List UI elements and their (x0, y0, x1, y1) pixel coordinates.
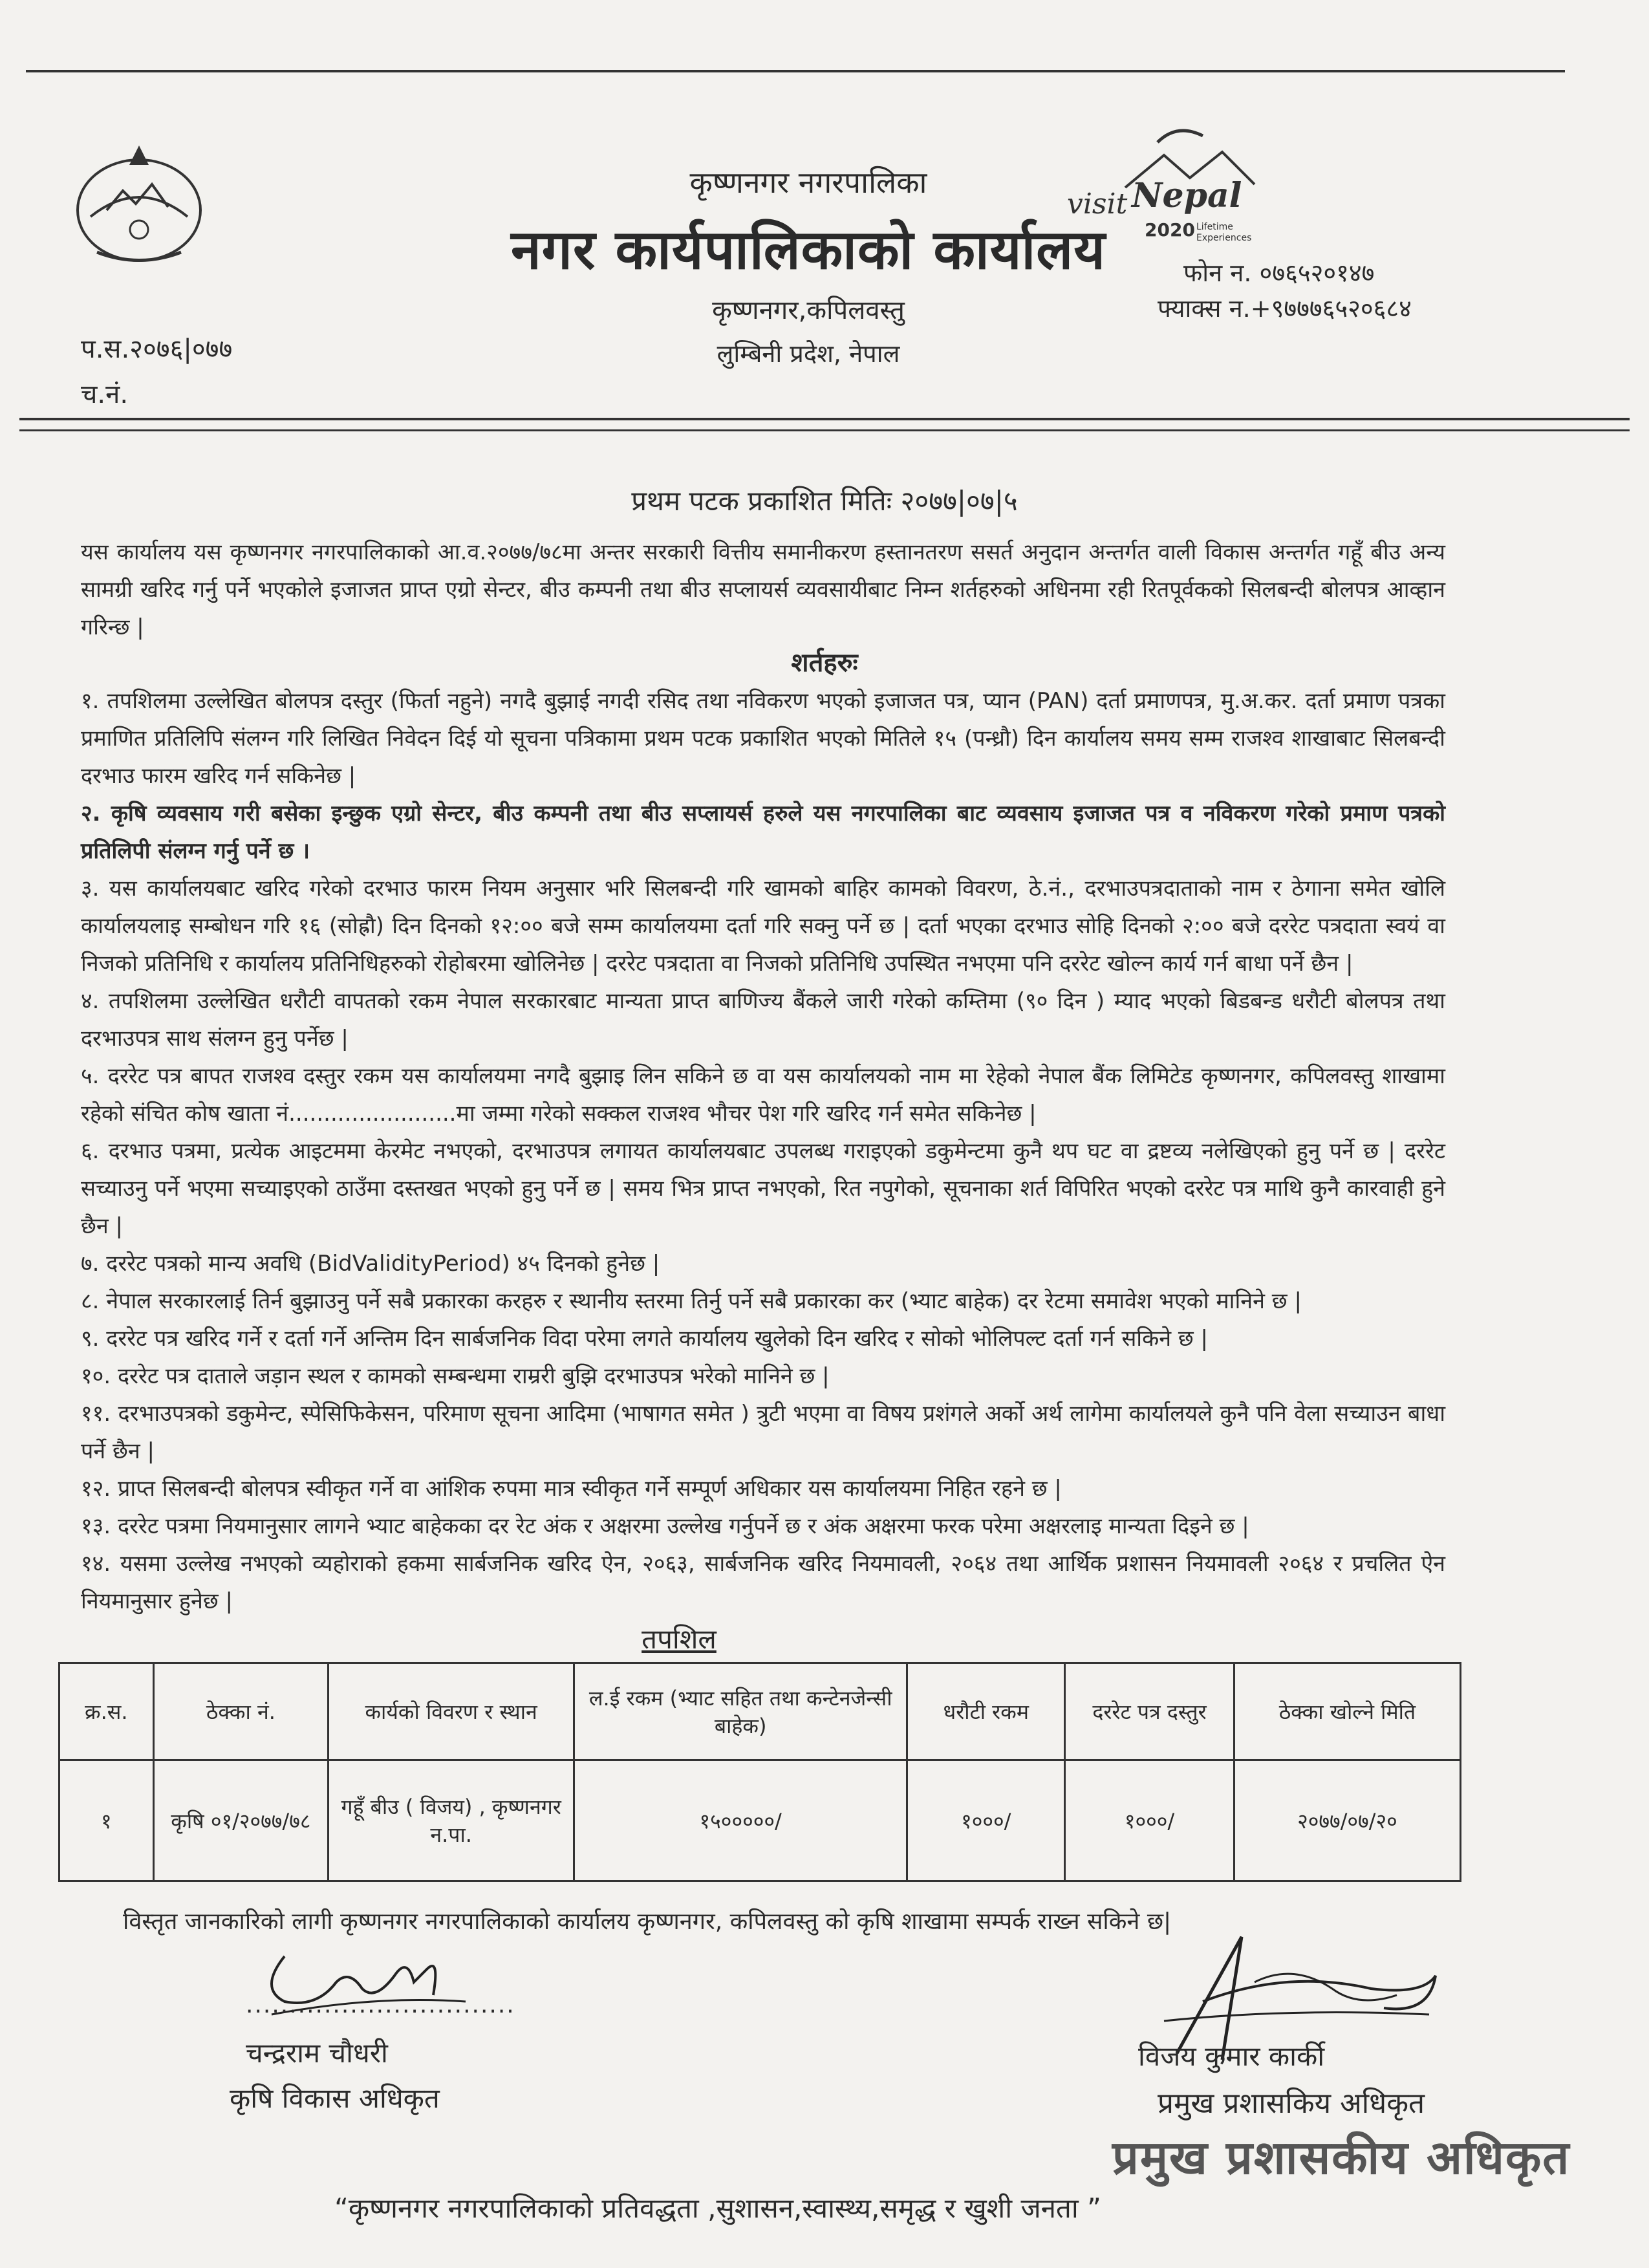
svg-text:Lifetime: Lifetime (1196, 222, 1233, 232)
conditions-list (81, 682, 1445, 1620)
condition-item: ५. दररेट पत्र बापत राजश्व दस्तुर रकम यस कार्यालयमा नगदै बुझाइ लिन सकिने छ वा यस कार्यालयको नाम मा रेहेको नेपाल बैंक लिमिटेड कृष्णनगर, कपिलवस्तु शाखामा रहेको संचित कोष खाता नं........................मा जम्मा गरेको सक्कल राजश्व भौचर पेश गरि खरिद गर्न समेत सकिनेछ | (81, 1063, 1445, 1127)
condition-item: ७. दररेट पत्रको मान्य अवधि (BidValidityPeriod) ४५ दिनको हुनेछ | (81, 1251, 660, 1277)
footer-slogan: “कृष्णनगर नगरपालिकाको प्रतिवद्धता ,सुशासन,स्वास्थ्य,समृद्ध र खुशी जनता ” (334, 2192, 1101, 2224)
table-cell: कृषि ०१/२०७७/७८ (153, 1760, 329, 1881)
col-header: कार्यको विवरण र स्थान (329, 1663, 574, 1760)
signatory-right-title: प्रमुख प्रशासकिय अधिकृत (1158, 2087, 1425, 2120)
col-header: ठेक्का नं. (153, 1663, 329, 1760)
condition-item: १३. दररेट पत्रमा नियमानुसार लागने भ्याट बाहेकका दर रेट अंक र अक्षरमा उल्लेख गर्नुपर्ने छ र अंक अक्षरमा फरक परेमा अक्षरलाइ मान्यता दिइने छ | (81, 1513, 1249, 1539)
condition-item: ८. नेपाल सरकारलाई तिर्न बुझाउनु पर्ने सबै प्रकारका करहरु र स्थानीय स्तरमा तिर्नु पर्ने सबै प्रकारका कर (भ्याट बाहेक) दर रेटमा समावेश भएको मानिने छ | (81, 1288, 1302, 1314)
table-cell: १०००/ (1065, 1760, 1234, 1881)
condition-item: १४. यसमा उल्लेख नभएको व्यहोराको हकमा सार्बजनिक खरिद ऐन, २०६३, सार्बजनिक खरिद नियमावली, २०६४ तथा आर्थिक प्रशासन नियमावली २०६४ र प्रचलित ऐन नियमानुसार हुनेछ | (81, 1551, 1445, 1614)
province-line: लुम्बिनी प्रदेश, नेपाल (717, 340, 900, 368)
table-cell: १ (59, 1760, 154, 1881)
condition-item: ३. यस कार्यालयबाट खरिद गरेको दरभाउ फारम नियम अनुसार भरि सिलबन्दी गरि खामको बाहिर कामको विवरण, ठे.नं., दरभाउपत्रदाताको नाम र ठेगाना समेत खोलि कार्यालयलाइ सम्बोधन गरि १६ (सोह्रौ) दिन दिनको १२:०० बजे सम्म कार्यालयमा दर्ता गरि सक्नु पर्ने छ | दर्ता भएका दरभाउ सोहि दिनको २:०० बजे दररेट पत्रदाता स्वयं वा निजको प्रतिनिधि र कार्यालय प्रतिनिधिहरुको रोहोबरमा खोलिनेछ | दररेट पत्रदाता वा निजको प्रतिनिधि उपस्थित नभएमा पनि दररेट खोल्न कार्य गर्न बाधा पर्ने छैन | (81, 876, 1445, 977)
top-rule (26, 70, 1565, 72)
svg-text:visit: visit (1067, 188, 1128, 221)
contact-note: विस्तृत जानकारिको लागी कृष्णनगर नगरपालिकाको कार्यालय कृष्णनगर, कपिलवस्तु को कृषि शाखामा सम्पर्क राख्न सकिने छ| (123, 1908, 1172, 1935)
table-cell: २०७७/०७/२० (1234, 1760, 1460, 1881)
header-rule (19, 418, 1630, 420)
condition-item: ६. दरभाउ पत्रमा, प्रत्येक आइटममा केरमेट नभएको, दरभाउपत्र लगायत कार्यालयबाट उपलब्ध गराइएको डकुमेन्टमा कुनै थप घट वा द्रष्टव्य नलेखिएको हुनु पर्ने छ | दररेट सच्याउनु पर्ने भएमा सच्याइएको ठाउँमा दस्तखत भएको हुनु पर्ने छ | समय भित्र प्राप्त नभएको, रित नपुगेको, सूचनाका शर्त विपिरित भएको दररेट पत्र माथि कुनै कारवाही हुने छैन | (81, 1138, 1445, 1239)
svg-text:Experiences: Experiences (1196, 233, 1252, 243)
col-header: ल.ई रकम (भ्याट सहित तथा कन्टेनजेन्सी बाहेक) (574, 1663, 907, 1760)
signature-line: ............................... (246, 1992, 515, 2018)
tender-table (58, 1662, 1461, 1882)
municipality-name: कृष्णनगर नगरपालिका (689, 165, 927, 200)
phone-number: फोन न. ०७६५२०१४७ (1183, 259, 1375, 287)
dispatch-number: च.नं. (81, 380, 129, 409)
conditions-title: शर्तहरुः (791, 648, 858, 678)
svg-text:Nepal: Nepal (1132, 176, 1242, 215)
signatory-left-title: कृषि विकास अधिकृत (230, 2082, 440, 2114)
table-cell: १०००/ (907, 1760, 1065, 1881)
col-header: ठेक्का खोल्ने मिति (1234, 1663, 1460, 1760)
condition-item: ९. दररेट पत्र खरिद गर्ने र दर्ता गर्ने अन्तिम दिन सार्बजनिक विदा परेमा लगते कार्यालय खुलेको दिन खरिद र सोको भोलिपल्ट दर्ता गर्न सकिने छ | (81, 1326, 1208, 1352)
svg-text:2020: 2020 (1145, 219, 1195, 241)
nepal-emblem-icon (71, 139, 207, 268)
col-header: क्र.स. (59, 1663, 154, 1760)
header-rule-double (19, 429, 1630, 431)
condition-item: २. कृषि व्यवसाय गरी बसेका इन्छुक एग्रो सेन्टर, बीउ कम्पनी तथा बीउ सप्लायर्स हरुले यस नगरपालिका बाट व्यवसाय इजाजत पत्र व नविकरण गरेको प्रमाण पत्रको प्रतिलिपी संलग्न गर्नु पर्ने छ । (81, 801, 1445, 864)
table-row (59, 1760, 1461, 1881)
notice-intro: यस कार्यालय यस कृष्णनगर नगरपालिकाको आ.व.२०७७/७८मा अन्तर सरकारी वित्तीय समानीकरण हस्तानतरण ससर्त अनुदान अन्तर्गत वाली विकास अन्तर्गत गहूँ बीउ अन्य सामग्री खरिद गर्नु पर्ने भएकोले इजाजत प्राप्त एग्रो सेन्टर, बीउ कम्पनी तथा बीउ सप्लायर्स व्यवसायीबाट निम्न शर्तहरुको अधिनमा रही रितपूर्वकको सिलबन्दी बोलपत्र आव्हान गरिन्छ | (81, 539, 1445, 640)
signatory-right-name: विजय कुमार कार्की (1138, 2040, 1325, 2072)
table-header-row (59, 1663, 1461, 1760)
official-stamp: प्रमुख प्रशासकीय अधिकृत (1112, 2130, 1571, 2185)
condition-item: ४. तपशिलमा उल्लेखित धरौटी वापतको रकम नेपाल सरकारबाट मान्यता प्राप्त बाणिज्य बैंकले जारी गरेको कम्तिमा (९० दिन ) म्याद भएको बिडबन्ड धरौटी बोलपत्र तथा दरभाउपत्र साथ संलग्न हुनु पर्नेछ | (81, 988, 1445, 1052)
district-line: कृष्णनगर,कपिलवस्तु (712, 296, 905, 325)
condition-item: १२. प्राप्त सिलबन्दी बोलपत्र स्वीकृत गर्ने वा आंशिक रुपमा मात्र स्वीकृत गर्ने सम्पूर्ण अधिकार यस कार्यालयमा निहित रहने छ | (81, 1476, 1062, 1502)
condition-item: १. तपशिलमा उल्लेखित बोलपत्र दस्तुर (फिर्ता नहुने) नगदै बुझाई नगदी रसिद तथा नविकरण भएको इजाजत पत्र, प्यान (PAN) दर्ता प्रमाणपत्र, मु.अ.कर. दर्ता प्रमाण पत्रका प्रमाणित प्रतिलिपि संलग्न गरि लिखित निवेदन दिई यो सूचना पत्रिकामा प्रथम पटक प्रकाशित भएको मितिले १५ (पन्ध्रौ) दिन कार्यालय समय सम्म राजश्व शाखाबाट सिलबन्दी दरभाउ फारम खरिद गर्न सकिनेछ | (81, 688, 1445, 789)
table-title: तपशिल (641, 1623, 717, 1655)
published-date: प्रथम पटक प्रकाशित मितिः २०७७|०७|५ (631, 485, 1018, 517)
condition-item: १०. दररेट पत्र दाताले जड़ान स्थल र कामको सम्बन्धमा राम्ररी बुझि दरभाउपत्र भरेको मानिने छ | (81, 1363, 830, 1389)
table-cell: गहूँ बीउ ( विजय) , कृष्णनगर न.पा. (329, 1760, 574, 1881)
table-cell: १५०००००/ (574, 1760, 907, 1881)
col-header: धरौटी रकम (907, 1663, 1065, 1760)
letter-number: प.स.२०७६|०७७ (81, 334, 233, 364)
office-title: नगर कार्यपालिकाको कार्यालय (511, 218, 1106, 281)
signatory-left-name: चन्द्रराम चौधरी (246, 2037, 388, 2069)
condition-item: ११. दरभाउपत्रको डकुमेन्ट, स्पेसिफिकेसन, परिमाण सूचना आदिमा (भाषागत समेत ) त्रुटी भएमा वा विषय प्रशंगले अर्को अर्थ लागेमा कार्यालयले कुनै पनि वेला सच्याउन बाधा पर्ने छैन | (81, 1401, 1445, 1464)
col-header: दररेट पत्र दस्तुर (1065, 1663, 1234, 1760)
fax-number: फ्याक्स न.+९७७७६५२०६८४ (1158, 294, 1412, 323)
